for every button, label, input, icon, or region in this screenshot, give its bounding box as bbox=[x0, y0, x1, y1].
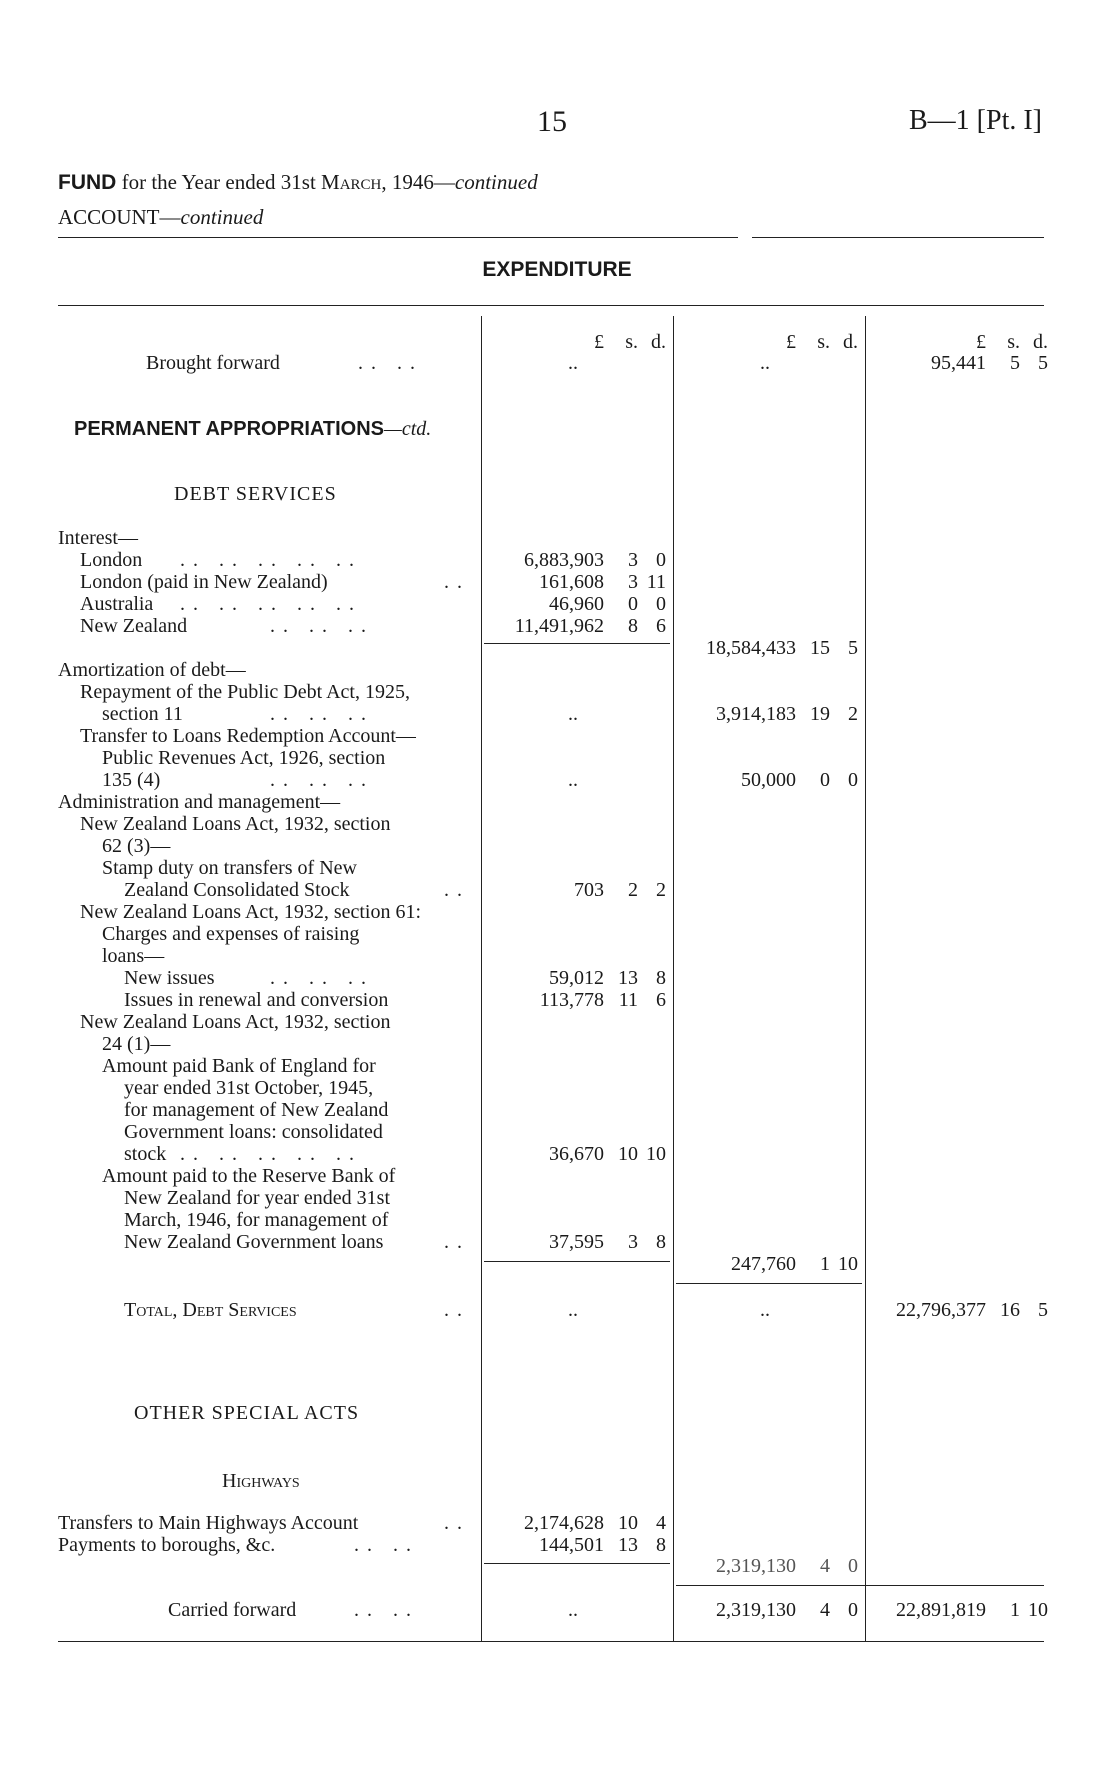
col3-pence: d. bbox=[1033, 331, 1048, 353]
page-number: 15 bbox=[537, 105, 567, 138]
column-divider-1 bbox=[481, 316, 482, 1641]
account-continued: continued bbox=[180, 205, 264, 229]
administration-heading: Administration and management— bbox=[58, 791, 341, 813]
brought-forward-label: Brought forward bbox=[146, 352, 280, 374]
column-divider-3 bbox=[865, 316, 866, 1641]
account-text: ACCOUNT— bbox=[58, 205, 181, 229]
leader-dots: .. .. .. .. .. bbox=[180, 1143, 362, 1165]
col2-dots: .. bbox=[760, 352, 770, 374]
table-top-rule bbox=[58, 305, 1044, 306]
boe-label-4: Government loans: consolidated bbox=[124, 1121, 383, 1143]
col2-dots: .. bbox=[760, 1299, 770, 1321]
nzla-62-label-2: 62 (3)— bbox=[102, 835, 171, 857]
leader-dots: .. bbox=[444, 879, 470, 901]
leader-dots: .. .. bbox=[354, 1599, 419, 1621]
london-nz-label: London (paid in New Zealand) bbox=[80, 571, 328, 593]
amortization-heading: Amortization of debt— bbox=[58, 659, 246, 681]
rbnz-label-4: New Zealand Government loans bbox=[124, 1231, 384, 1253]
document-reference: B—1 [Pt. I] bbox=[909, 105, 1042, 136]
carried-forward-rule bbox=[676, 1585, 1044, 1586]
column-divider-2 bbox=[673, 316, 674, 1641]
boe-label-1: Amount paid Bank of England for bbox=[102, 1055, 376, 1077]
boe-label-2: year ended 31st October, 1945, bbox=[124, 1077, 374, 1099]
leader-dots: .. .. .. bbox=[270, 703, 374, 725]
nzla-24-label-2: 24 (1)— bbox=[102, 1033, 171, 1055]
col1-dots: .. bbox=[568, 703, 578, 725]
leader-dots: .. bbox=[444, 1512, 470, 1534]
leader-dots: .. bbox=[444, 1299, 470, 1321]
col1-dots: .. bbox=[568, 1599, 578, 1621]
leader-dots: .. .. bbox=[354, 1534, 419, 1556]
debt-services-title: DEBT SERVICES bbox=[174, 483, 337, 505]
fund-year: , 1946— bbox=[381, 170, 455, 194]
transfer-label-2: Public Revenues Act, 1926, section bbox=[102, 747, 386, 769]
stamp-duty-label-1: Stamp duty on transfers of New bbox=[102, 857, 357, 879]
leader-dots: .. .. .. bbox=[270, 615, 374, 637]
col2-pence: d. bbox=[843, 331, 858, 353]
admin-subtotal-rule bbox=[484, 1261, 670, 1262]
col1-dots: .. bbox=[568, 769, 578, 791]
highways-title: Highways bbox=[222, 1470, 300, 1492]
highways-subtotal-rule bbox=[484, 1563, 670, 1564]
fund-month: March bbox=[321, 170, 382, 194]
main-highways-label: Transfers to Main Highways Account bbox=[58, 1512, 359, 1534]
leader-dots: .. bbox=[444, 1231, 470, 1253]
fund-word: FUND bbox=[58, 171, 117, 194]
renewal-label: Issues in renewal and conversion bbox=[124, 989, 389, 1011]
col1-dots: .. bbox=[568, 352, 578, 374]
stamp-duty-label-2: Zealand Consolidated Stock bbox=[124, 879, 350, 901]
new-zealand-label: New Zealand bbox=[80, 615, 188, 637]
col1-shilling: s. bbox=[625, 331, 638, 353]
permanent-appropriations-title: PERMANENT APPROPRIATIONS—ctd. bbox=[74, 418, 432, 440]
col1-pound: £ bbox=[594, 331, 604, 353]
rbnz-label-2: New Zealand for year ended 31st bbox=[124, 1187, 390, 1209]
interest-subtotal-rule bbox=[484, 643, 670, 644]
charges-label-2: loans— bbox=[102, 945, 165, 967]
boroughs-label: Payments to boroughs, &c. bbox=[58, 1534, 276, 1556]
leader-dots: .. .. .. bbox=[270, 769, 374, 791]
nzla-61-label: New Zealand Loans Act, 1932, section 61: bbox=[80, 901, 422, 923]
header-rule-left bbox=[58, 237, 738, 238]
leader-dots: .. .. .. bbox=[270, 967, 374, 989]
leader-dots: .. bbox=[444, 571, 470, 593]
leader-dots: .. .. bbox=[358, 352, 423, 374]
debt-services-rule bbox=[676, 1283, 862, 1284]
leader-dots: .. .. .. .. .. bbox=[180, 593, 362, 615]
col3-shilling: s. bbox=[1007, 331, 1020, 353]
rbnz-label-1: Amount paid to the Reserve Bank of bbox=[102, 1165, 396, 1187]
new-issues-label: New issues bbox=[124, 967, 215, 989]
boe-label-5: stock bbox=[124, 1143, 167, 1165]
charges-label-1: Charges and expenses of raising bbox=[102, 923, 360, 945]
total-debt-services-label: Total, Debt Services bbox=[124, 1299, 297, 1321]
account-heading bbox=[58, 205, 263, 230]
rbnz-label-3: March, 1946, for management of bbox=[124, 1209, 389, 1231]
nzla-24-label-1: New Zealand Loans Act, 1932, section bbox=[80, 1011, 391, 1033]
repayment-label-1: Repayment of the Public Debt Act, 1925, bbox=[80, 681, 410, 703]
col3-pound: £ bbox=[976, 331, 986, 353]
nzla-62-label-1: New Zealand Loans Act, 1932, section bbox=[80, 813, 391, 835]
boe-label-3: for management of New Zealand bbox=[124, 1099, 389, 1121]
section-title: EXPENDITURE bbox=[482, 258, 632, 281]
other-special-acts-title: OTHER SPECIAL ACTS bbox=[134, 1402, 360, 1424]
repayment-label-2: section 11 bbox=[102, 703, 183, 725]
col1-pence: d. bbox=[651, 331, 666, 353]
fund-text: for the Year ended 31st bbox=[116, 170, 322, 194]
header-rule-right bbox=[752, 237, 1044, 238]
col2-shilling: s. bbox=[817, 331, 830, 353]
fund-heading bbox=[58, 170, 538, 195]
transfer-label-3: 135 (4) bbox=[102, 769, 161, 791]
fund-continued: continued bbox=[454, 170, 538, 194]
col2-pound: £ bbox=[786, 331, 796, 353]
interest-heading: Interest— bbox=[58, 527, 138, 549]
carried-forward-label: Carried forward bbox=[168, 1599, 297, 1621]
australia-label: Australia bbox=[80, 593, 154, 615]
leader-dots: .. .. .. .. .. bbox=[180, 549, 362, 571]
col1-dots: .. bbox=[568, 1299, 578, 1321]
london-label: London bbox=[80, 549, 143, 571]
transfer-label-1: Transfer to Loans Redemption Account— bbox=[80, 725, 416, 747]
table-bottom-rule bbox=[58, 1641, 1044, 1642]
